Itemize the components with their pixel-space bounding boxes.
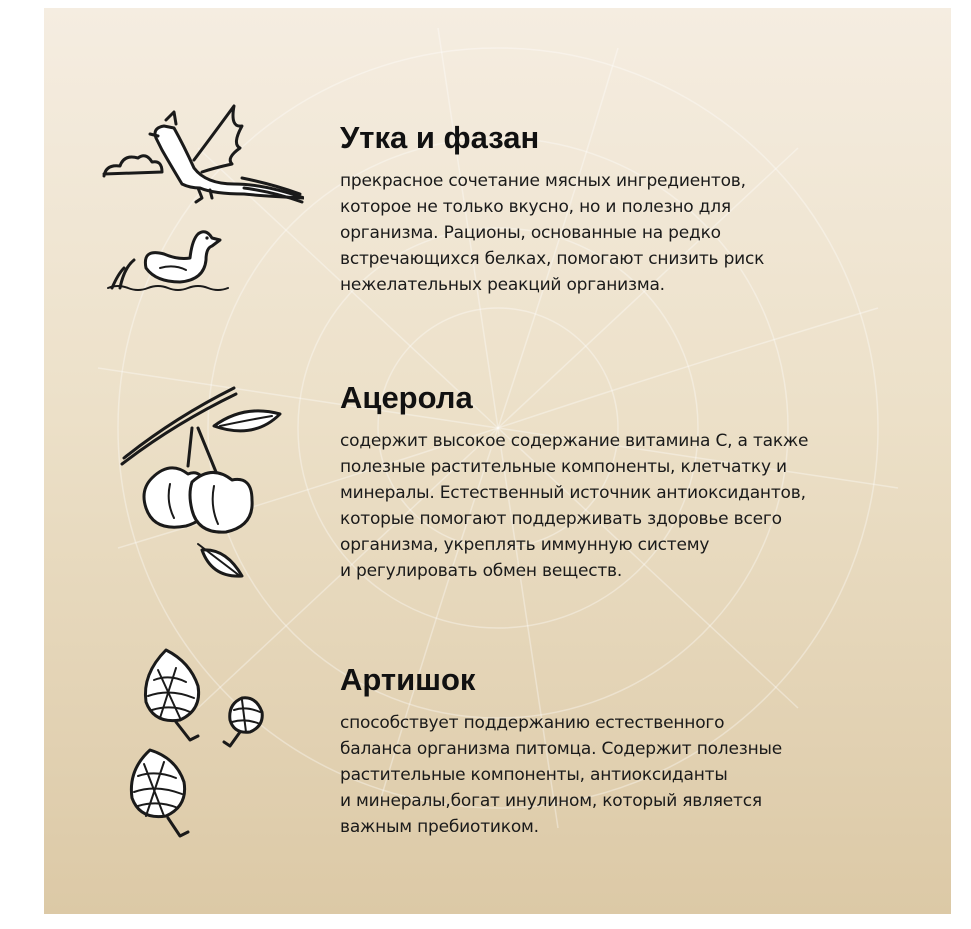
section-title: Артишок <box>340 662 476 697</box>
section-line: баланса организма питомца. Содержит полезные <box>340 739 782 759</box>
section-line: прекрасное сочетание мясных ингредиентов, <box>340 171 746 191</box>
section-line: важным пребиотиком. <box>340 817 539 837</box>
section-title: Утка и фазан <box>340 120 540 155</box>
section-line: и регулировать обмен веществ. <box>340 561 623 581</box>
section-line: нежелательных реакций организма. <box>340 275 665 295</box>
section-artichoke-text <box>340 662 900 840</box>
section-acerola-text <box>340 380 900 584</box>
section-line: минералы. Естественный источник антиоксидантов, <box>340 483 806 503</box>
section-line: полезные растительные компоненты, клетчатку и <box>340 457 787 477</box>
section-line: и минералы,богат инулином, который является <box>340 791 762 811</box>
section-line: растительные компоненты, антиоксиданты <box>340 765 728 785</box>
section-title: Ацерола <box>340 380 473 415</box>
section-line: содержит высокое содержание витамина С, а также <box>340 431 809 451</box>
artichoke-icon <box>94 640 304 840</box>
section-line: организма, укреплять иммунную систему <box>340 535 710 555</box>
section-line: встречающихся белках, помогают снизить риск <box>340 249 765 269</box>
info-card <box>44 8 951 914</box>
acerola-icon <box>94 378 304 588</box>
section-line: способствует поддержанию естественного <box>340 713 725 733</box>
section-line: которые помогают поддерживать здоровье всего <box>340 509 782 529</box>
section-duck-pheasant-text <box>340 120 900 298</box>
pheasant-duck-icon <box>94 98 304 298</box>
section-line: которое не только вкусно, но и полезно для <box>340 197 731 217</box>
section-line: организма. Рационы, основанные на редко <box>340 223 721 243</box>
